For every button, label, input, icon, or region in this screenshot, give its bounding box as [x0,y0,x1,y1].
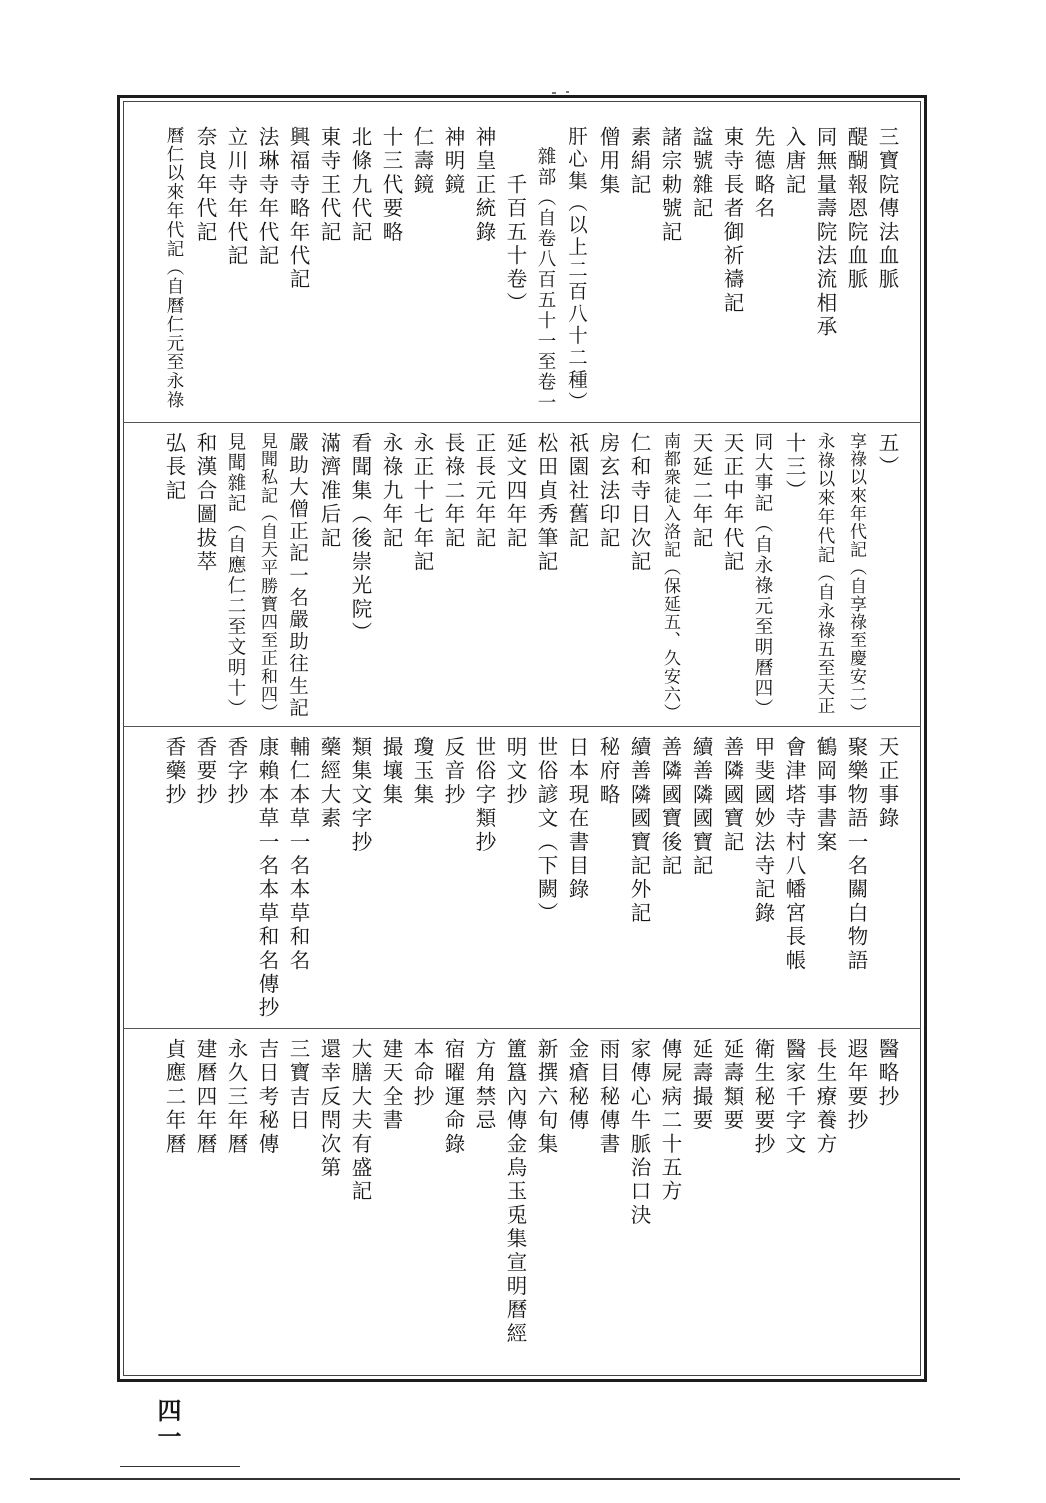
page-number: 四一 [153,1398,182,1450]
book-title-column: 三寶院傳法血脈 [875,126,899,292]
book-title-column: 天正事錄 [875,736,899,831]
scan-speck [552,92,556,94]
footer-rule-short [120,1466,240,1467]
book-title-column: 永祿九年記 [379,432,403,551]
book-title-column: 十三） [782,432,806,504]
book-title-column: 嚴助大僧正記一名嚴助往生記 [286,432,309,720]
book-title-column: 會津塔寺村八幡宮長帳 [782,736,806,973]
book-title-column: 類集文字抄 [348,736,372,855]
book-title-column: 天延二年記 [689,432,713,551]
book-title-column: 金瘡秘傳 [565,1038,589,1133]
band-second [120,432,924,722]
book-title-column: 奈良年代記 [193,126,217,245]
book-title-column: 善隣國寶記 [720,736,744,855]
book-title-column: 雜部（自卷八百五十一至卷一 [535,126,556,413]
book-title-column: 秘府略 [596,736,620,808]
band-divider [123,422,921,423]
band-divider [123,1028,921,1029]
footer-rule [30,1478,960,1480]
scan-speck [566,91,569,93]
book-title-column: 見聞私記（自天平勝寶四至正和四） [257,432,277,722]
book-title-column: 立川寺年代記 [224,126,248,269]
book-title-column: 世俗諺文（下闕） [534,736,558,926]
book-title-column: 醍醐報恩院血脈 [844,126,868,292]
book-title-column: 享祿以來年代記（自享祿至慶安二） [846,432,866,722]
book-title-column: 和漢合圖拔萃 [193,432,217,575]
book-title-column: 雨目秘傳書 [596,1038,620,1157]
book-title-column: 吉日考秘傳 [255,1038,279,1157]
book-title-column: 神明鏡 [441,126,465,198]
book-title-column: 大膳大夫有盛記 [348,1038,372,1204]
book-title-column: 聚樂物語一名關白物語 [844,736,868,973]
book-title-column: 方角禁忌 [472,1038,496,1133]
book-title-column: 延壽撮要 [689,1038,713,1133]
book-title-column: 遐年要抄 [844,1038,868,1133]
book-title-column: 康賴本草一名本草和名傳抄 [255,736,279,1021]
book-title-column: 諡號雜記 [689,126,713,221]
book-title-column: 醫略抄 [875,1038,899,1110]
book-title-column: 祇園社舊記 [565,432,589,551]
book-title-column: 五） [875,432,899,480]
book-title-column: 新撰六旬集 [534,1038,558,1157]
book-title-column: 神皇正統錄 [472,126,496,245]
book-title-column: 十三代要略 [379,126,403,245]
book-title-column: 簠簋內傳金烏玉兎集宣明曆經 [503,1038,527,1347]
book-title-column: 甲斐國妙法寺記錄 [751,736,775,926]
book-title-column: 東寺長者御祈禱記 [720,126,744,316]
book-title-column: 滿濟准后記 [317,432,341,551]
book-title-column: 世俗字類抄 [472,736,496,855]
book-title-column: 同無量壽院法流相承 [813,126,837,340]
book-title-column: 長生療養方 [813,1038,837,1157]
book-title-column: 瓊玉集 [410,736,434,808]
book-title-column: 續善隣國寶記外記 [627,736,651,926]
book-title-column: 弘長記 [162,432,186,504]
book-title-column: 素絹記 [627,126,651,198]
book-title-column: 香字抄 [224,736,248,808]
book-title-column: 法琳寺年代記 [255,126,279,269]
book-title-column: 長祿二年記 [441,432,465,551]
book-title-column: 仁和寺日次記 [627,432,651,575]
book-title-column: 藥經大素 [317,736,341,831]
book-title-column: 東寺王代記 [317,126,341,245]
book-title-column: 入唐記 [782,126,806,198]
book-title-column: 日本現在書目錄 [565,736,589,902]
book-title-column: 善隣國寶後記 [658,736,682,879]
book-title-column: 肝心集（以上二百八十二種） [565,126,588,414]
book-title-column: 曆仁以來年代記（自曆仁元至永祿 [164,126,184,410]
book-title-column: 撮壤集 [379,736,403,808]
book-title-column: 看聞集（後崇光院） [348,432,372,646]
book-title-column: 家傳心牛脈治口決 [627,1038,651,1228]
band-bottom [120,1038,924,1358]
book-title-column: 永祿以來年代記（自永祿五至天正 [815,432,835,716]
book-title-column: 南都衆徒入洛記（保延五、久安六） [660,432,680,722]
book-title-column: 香藥抄 [162,736,186,808]
book-title-column: 建曆四年曆 [193,1038,217,1157]
book-title-column: 同大事記（自永祿元至明曆四） [752,432,773,719]
book-title-column: 延壽類要 [720,1038,744,1133]
book-title-column: 先德略名 [751,126,775,221]
book-title-column: 宿曜運命錄 [441,1038,465,1157]
book-title-column: 貞應二年曆 [162,1038,186,1157]
book-title-column: 永正十七年記 [410,432,434,575]
book-title-column: 香要抄 [193,736,217,808]
book-title-column: 傳屍病二十五方 [658,1038,682,1204]
book-title-column: 松田貞秀筆記 [534,432,558,575]
band-divider [123,726,921,727]
book-title-column: 正長元年記 [472,432,496,551]
book-title-column: 鶴岡事書案 [813,736,837,855]
book-title-column: 建天全書 [379,1038,403,1133]
book-title-column: 衛生秘要抄 [751,1038,775,1157]
book-title-column: 天正中年代記 [720,432,744,575]
book-title-column: 北條九代記 [348,126,372,245]
book-title-column: 興福寺略年代記 [286,126,310,292]
book-title-column: 仁壽鏡 [410,126,434,198]
book-title-column: 輔仁本草一名本草和名 [286,736,310,973]
book-title-column: 房玄法印記 [596,432,620,551]
book-title-column: 見聞雜記（自應仁二至文明十） [225,432,246,719]
book-title-column: 延文四年記 [503,432,527,551]
book-title-column: 三寶吉日 [286,1038,310,1133]
band-top [120,126,924,418]
book-title-column: 諸宗勅號記 [658,126,682,245]
band-third [120,736,924,1024]
book-title-column: 永久三年曆 [224,1038,248,1157]
book-title-column: 千百五十卷） [503,126,527,316]
book-title-column: 明文抄 [503,736,527,808]
book-title-column: 續善隣國寶記 [689,736,713,879]
page-frame [117,95,927,1382]
book-title-column: 還幸反閇次第 [317,1038,341,1181]
book-title-column: 本命抄 [410,1038,434,1110]
book-title-column: 僧用集 [596,126,620,198]
book-title-column: 反音抄 [441,736,465,808]
book-title-column: 醫家千字文 [782,1038,806,1157]
